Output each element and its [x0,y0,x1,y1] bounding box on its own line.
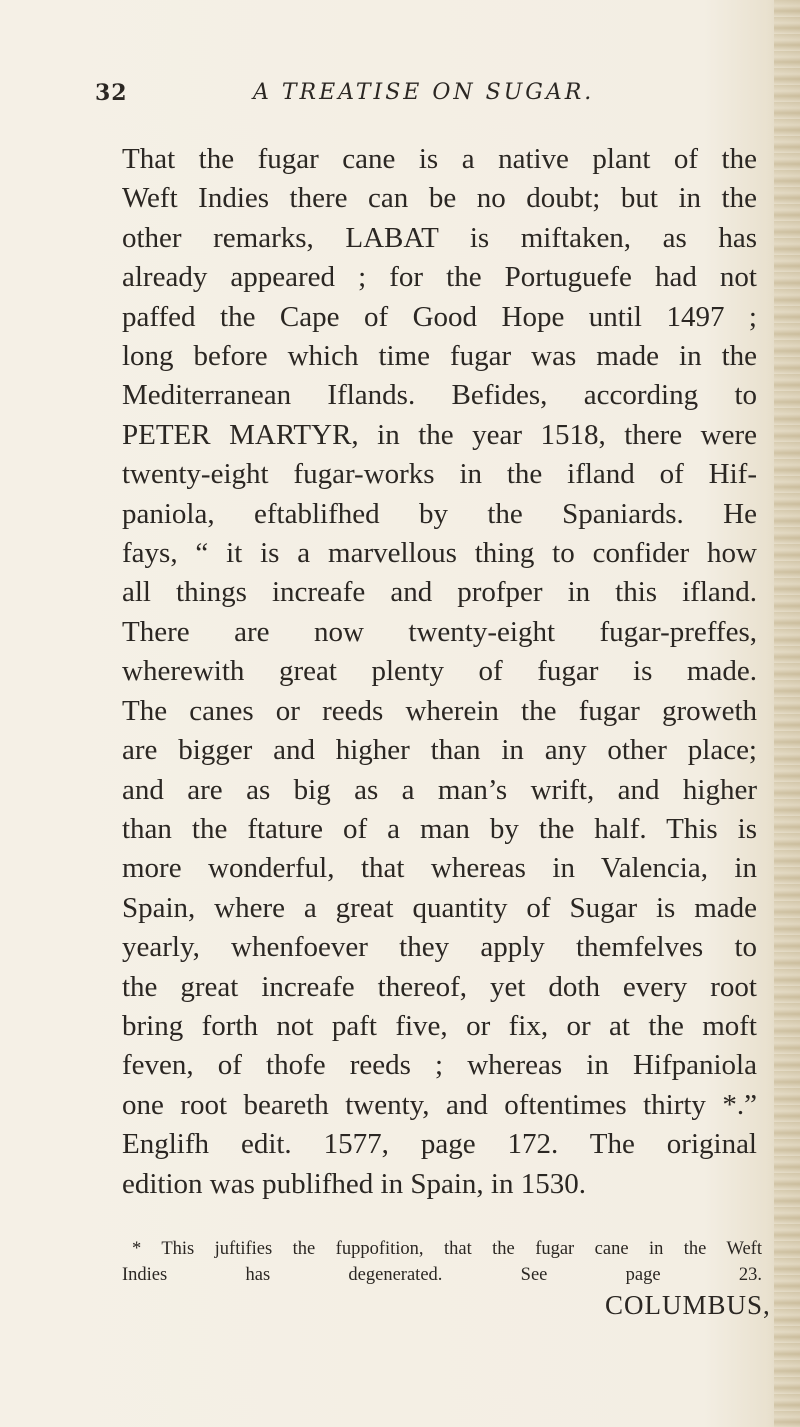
running-head: A TREATISE ON SUGAR. [253,80,595,105]
text-line: That the fugar cane is a native plant of the [122,143,757,175]
text-line: feven, of thofe reeds ; whereas in Hifpaniola [122,1049,757,1082]
text-line: Mediterranean Iflands. Befides, according to [122,379,757,412]
text-line: Englifh edit. 1577, page 172. The original [122,1128,757,1161]
text-line: bring forth not paft five, or fix, or at the moft [122,1009,757,1042]
footnote-line: Indies has degenerated. See page 23. [122,1265,762,1285]
footnote-line: * This juftifies the fuppofition, that the fugar cane in the Weft [132,1239,762,1259]
text-line: edition was publifhed in Spain, in 1530. [122,1167,586,1200]
catchword: COLUMBUS, [605,1290,771,1320]
text-line: already appeared ; for the Portuguefe had not [122,261,757,294]
footnote [122,1236,762,1288]
text-line: wherewith great plenty of fugar is made. [122,655,757,688]
page-edge [774,0,800,1427]
text-line: all things increafe and profper in this ifland. [122,576,757,609]
text-line: and are as big as a man’s wrift, and higher [122,773,757,806]
text-line: paniola, eftablifhed by the Spaniards. He [122,497,757,530]
text-line: yearly, whenfoever they apply themfelves to [122,931,757,964]
text-line: Weft Indies there can be no doubt; but in the [122,182,757,215]
text-line: There are now twenty-eight fugar-preffes, [122,615,757,648]
page-number: 32 [95,80,128,106]
text-line: long before which time fugar was made in the [122,340,757,373]
body-text [122,140,757,1204]
text-line: more wonderful, that whereas in Valencia, in [122,852,757,885]
text-line: other remarks, LABAT is miftaken, as has [122,221,757,254]
text-line: twenty-eight fugar-works in the ifland of Hif- [122,458,757,491]
text-line: fays, “ it is a marvellous thing to confider how [122,537,757,570]
text-line: Spain, where a great quantity of Sugar is made [122,891,757,924]
text-line: PETER MARTYR, in the year 1518, there were [122,418,757,451]
text-line: paffed the Cape of Good Hope until 1497 ; [122,300,757,333]
text-line: than the ftature of a man by the half. This is [122,812,757,845]
text-line: the great increafe thereof, yet doth every root [122,970,757,1003]
page-header [95,80,735,120]
text-line: one root beareth twenty, and oftentimes thirty *.” [122,1088,757,1121]
text-line: The canes or reeds wherein the fugar groweth [122,694,757,727]
text-line: are bigger and higher than in any other place; [122,734,757,767]
